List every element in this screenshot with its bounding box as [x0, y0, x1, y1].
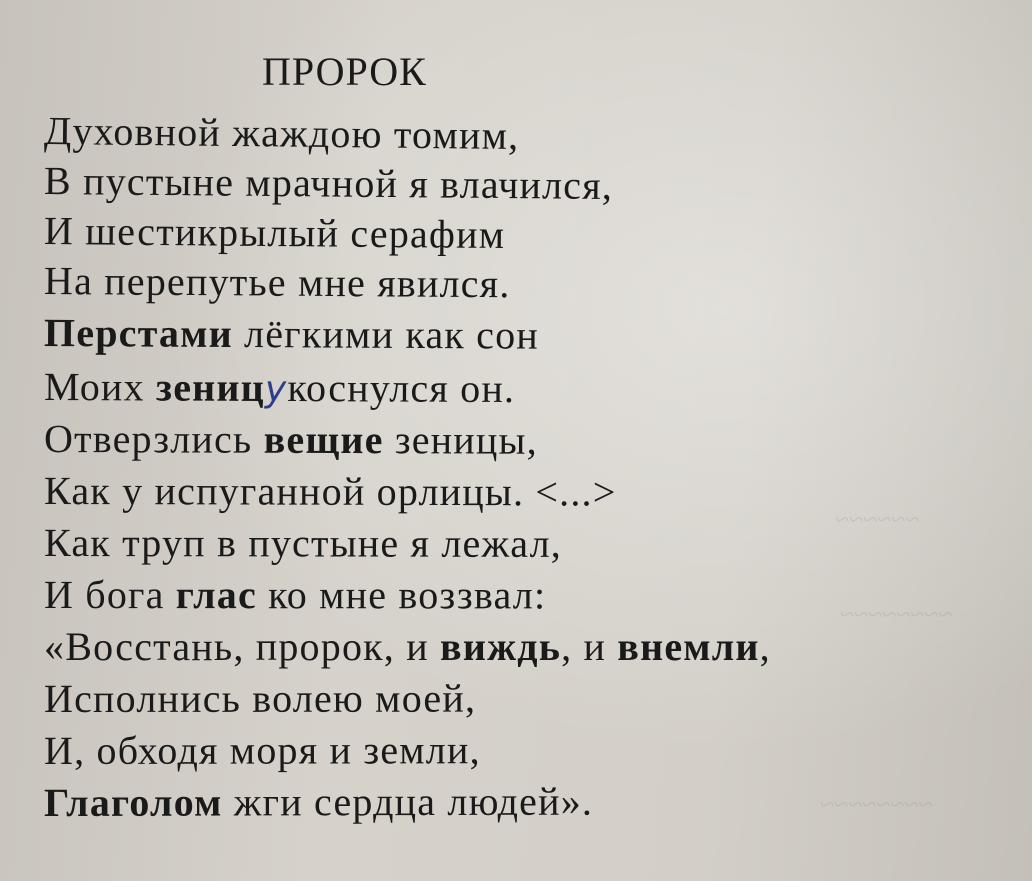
poem-line	[44, 725, 481, 776]
line-text: «Восстань, пророк, и	[44, 624, 441, 669]
line-text: Моих	[43, 364, 157, 410]
line-text: ,	[759, 624, 771, 669]
line-text: ко мне воззвал:	[256, 572, 547, 618]
bold-word: Глаголом	[43, 779, 223, 825]
line-text: И, обходя моря и земли,	[43, 727, 481, 773]
poem-line	[44, 106, 520, 161]
poem-line	[44, 570, 546, 620]
poem-line	[44, 308, 539, 361]
bold-word: виждь	[440, 624, 562, 669]
line-text: Отверзлись	[43, 416, 264, 462]
bleed-through-text: ~~~~~~~~	[840, 600, 953, 629]
poem-line	[44, 256, 511, 309]
bold-word: зениц	[155, 364, 266, 410]
bold-word: внемли	[617, 624, 760, 669]
line-text: Духовной жаждою томим,	[43, 108, 520, 158]
poem-line	[44, 518, 562, 569]
line-text: Как у испуганной орлицы. <...>	[43, 468, 617, 515]
bold-word: вещие	[263, 416, 384, 463]
line-text: На перепутье мне явился.	[43, 258, 511, 307]
line-text: В пустыне мрачной я влачился,	[43, 158, 614, 208]
poem-line	[44, 466, 617, 517]
poem-line	[44, 206, 506, 260]
line-text: И бога	[43, 572, 176, 618]
poem-line	[44, 674, 476, 724]
bold-word: Перстами	[43, 310, 234, 356]
poem-line	[44, 622, 771, 672]
line-text: жги сердца людей».	[222, 778, 594, 825]
line-text: Как труп в пустыне я лежал,	[43, 520, 563, 566]
line-text: зеницы,	[383, 417, 538, 463]
line-text: Исполнись волею моей,	[43, 675, 477, 721]
bleed-through-text: ~~~~~~	[835, 505, 920, 534]
poem-line	[44, 156, 613, 211]
line-text: И шестикрылый серафим	[43, 208, 506, 258]
poem-line	[44, 777, 593, 828]
line-text: лёгкими как сон	[232, 310, 540, 358]
bleed-through-text: ~~~~~~~~	[820, 790, 933, 819]
poem-title: ПРОРОК	[262, 49, 427, 94]
poem-line	[44, 362, 515, 416]
handwritten-correction: у	[264, 368, 288, 411]
line-text: , и	[561, 624, 618, 669]
line-text: коснулся он.	[287, 365, 516, 412]
bold-word: глас	[175, 572, 257, 618]
poem-line	[44, 414, 538, 466]
